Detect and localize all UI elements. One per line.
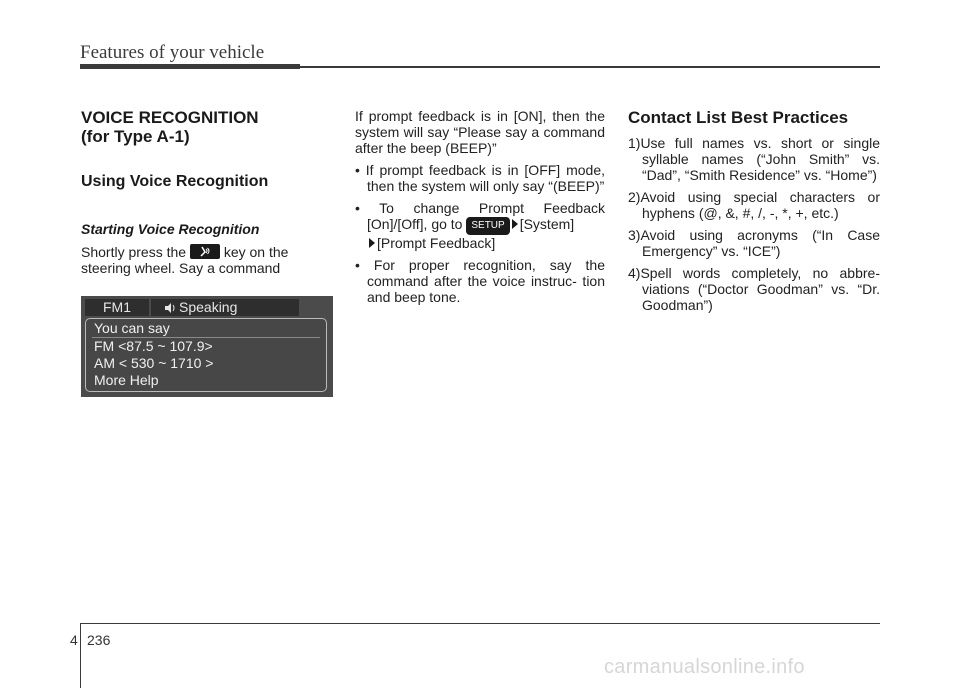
speaker-icon <box>165 303 177 313</box>
screen-panel <box>85 318 327 392</box>
page-number: 236 <box>87 632 111 648</box>
bullet-text: • To change Prompt Feedback [On]/[Off], go to <box>355 200 605 232</box>
subheading: Using Voice Recognition <box>81 173 269 190</box>
footer-rule <box>80 623 880 624</box>
header-rule <box>300 66 880 68</box>
header-bar <box>80 64 300 69</box>
para-text-before: Shortly press the <box>81 244 187 260</box>
setup-key-icon: SETUP <box>466 217 509 235</box>
list-item: 4)Spell words completely, no abbre- viations (“Doctor Goodman” vs. “Dr. Goodman”) <box>628 265 880 313</box>
screen-tab-fm1: FM1 <box>85 299 149 316</box>
header-title: Features of your vehicle <box>80 42 265 63</box>
arrow-right-icon <box>369 238 375 248</box>
list-item: 1)Use full names vs. short or single syllable names (“John Smith” vs. “Dad”, “Smith Residence” vs. “Home”) <box>628 135 880 183</box>
section-heading-sub: (for Type A-1) <box>81 127 190 146</box>
para-line2: steering wheel. Say a command <box>81 260 281 276</box>
display-screen <box>81 296 333 397</box>
subsubheading: Starting Voice Recognition <box>81 221 260 237</box>
talk-icon <box>190 244 220 259</box>
list-item: 3)Avoid using acronyms (“In Case Emergency” vs. “ICE”) <box>628 227 880 259</box>
chapter-number: 4 <box>70 632 78 648</box>
bullet-item <box>355 200 605 251</box>
screen-line: More Help <box>94 372 159 388</box>
screen-line: You can say <box>94 320 170 336</box>
column-left <box>81 108 333 276</box>
arrow-right-icon <box>512 219 518 229</box>
watermark: carmanualsonline.info <box>604 656 805 678</box>
footer-divider <box>80 623 81 688</box>
column-right <box>628 108 880 313</box>
screen-tab-speaking <box>151 299 299 316</box>
section-heading: VOICE RECOGNITION <box>81 108 259 127</box>
screen-tab-label: Speaking <box>179 299 238 315</box>
bullet-text: [Prompt Feedback] <box>377 235 496 251</box>
bullet-text: [System] <box>519 216 575 232</box>
section-heading: Contact List Best Practices <box>628 108 849 127</box>
bullet-item: • For proper recognition, say the command after the voice instruc- tion and beep tone. <box>355 257 605 305</box>
list-item: 2)Avoid using special characters or hyphens (@, &, #, /, -, *, +, etc.) <box>628 189 880 221</box>
intro-paragraph: If prompt feedback is in [ON], then the system will say “Please say a command after the beep (BEEP)” <box>355 108 605 156</box>
paragraph <box>81 244 333 276</box>
screen-line: AM < 530 ~ 1710 > <box>94 355 214 371</box>
para-text-after: key on the <box>223 244 289 260</box>
bullet-item: • If prompt feedback is in [OFF] mode, then the system will only say “(BEEP)” <box>355 162 605 194</box>
screen-line: FM <87.5 ~ 107.9> <box>94 338 213 354</box>
column-middle <box>355 108 605 305</box>
